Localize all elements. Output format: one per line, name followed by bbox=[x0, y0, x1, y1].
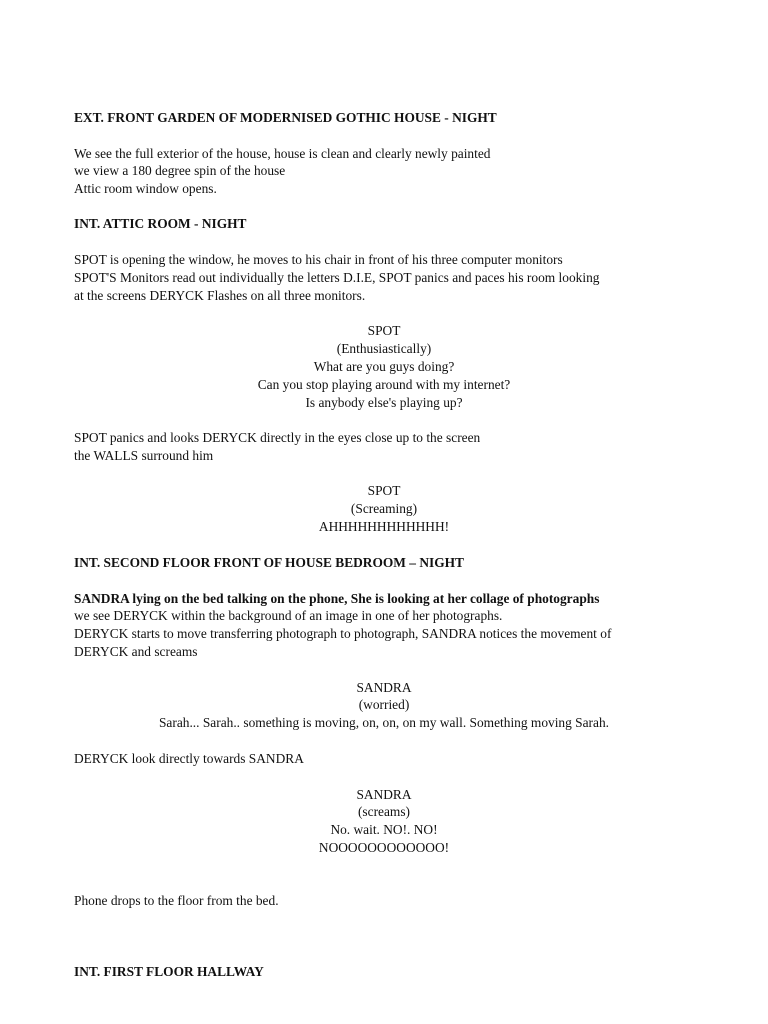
dialogue-line: No. wait. NO!. NO! bbox=[330, 822, 438, 837]
character-name: SANDRA bbox=[356, 680, 412, 695]
action-line: SPOT'S Monitors read out individually the letters D.I.E, SPOT panics and paces his room looking bbox=[74, 270, 600, 285]
action-line: we view a 180 degree spin of the house bbox=[74, 163, 286, 178]
action-line: the WALLS surround him bbox=[74, 448, 214, 463]
parenthetical: (worried) bbox=[358, 697, 410, 712]
action-line: DERYCK starts to move transferring photograph to photograph, SANDRA notices the movement of bbox=[74, 626, 612, 641]
scene-heading: INT. SECOND FLOOR FRONT OF HOUSE BEDROOM – NIGHT bbox=[74, 555, 464, 570]
action-line: SPOT panics and looks DERYCK directly in the eyes close up to the screen bbox=[74, 430, 481, 445]
action-line: DERYCK look directly towards SANDRA bbox=[74, 751, 304, 766]
action-line: at the screens DERYCK Flashes on all three monitors. bbox=[74, 288, 366, 303]
scene-heading: INT. FIRST FLOOR HALLWAY bbox=[74, 964, 264, 979]
action-line-bold: SANDRA lying on the bed talking on the phone, She is looking at her collage of photographs bbox=[74, 591, 600, 606]
parenthetical: (screams) bbox=[357, 804, 411, 819]
dialogue-line: Can you stop playing around with my internet? bbox=[257, 377, 511, 392]
dialogue-line: AHHHHHHHHHHHH! bbox=[318, 519, 450, 534]
character-name: SPOT bbox=[367, 483, 401, 498]
action-line: Attic room window opens. bbox=[74, 181, 217, 196]
scene-heading: INT. ATTIC ROOM - NIGHT bbox=[74, 216, 247, 231]
character-name: SANDRA bbox=[356, 787, 412, 802]
action-line: DERYCK and screams bbox=[74, 644, 198, 659]
dialogue-line: NOOOOOOOOOOOO! bbox=[318, 840, 450, 855]
action-line: SPOT is opening the window, he moves to his chair in front of his three computer monitors bbox=[74, 252, 563, 267]
dialogue-line: What are you guys doing? bbox=[313, 359, 455, 374]
scene-heading: EXT. FRONT GARDEN OF MODERNISED GOTHIC HOUSE - NIGHT bbox=[74, 110, 497, 125]
parenthetical: (Enthusiastically) bbox=[336, 341, 432, 356]
dialogue-line: Sarah... Sarah.. something is moving, on, on, on my wall. Something moving Sarah. bbox=[158, 715, 610, 730]
action-line: Phone drops to the floor from the bed. bbox=[74, 893, 279, 908]
character-name: SPOT bbox=[367, 323, 401, 338]
action-line: we see DERYCK within the background of an image in one of her photographs. bbox=[74, 608, 503, 623]
action-line: We see the full exterior of the house, house is clean and clearly newly painted bbox=[74, 146, 491, 161]
dialogue-line: Is anybody else's playing up? bbox=[305, 395, 463, 410]
parenthetical: (Screaming) bbox=[350, 501, 418, 516]
